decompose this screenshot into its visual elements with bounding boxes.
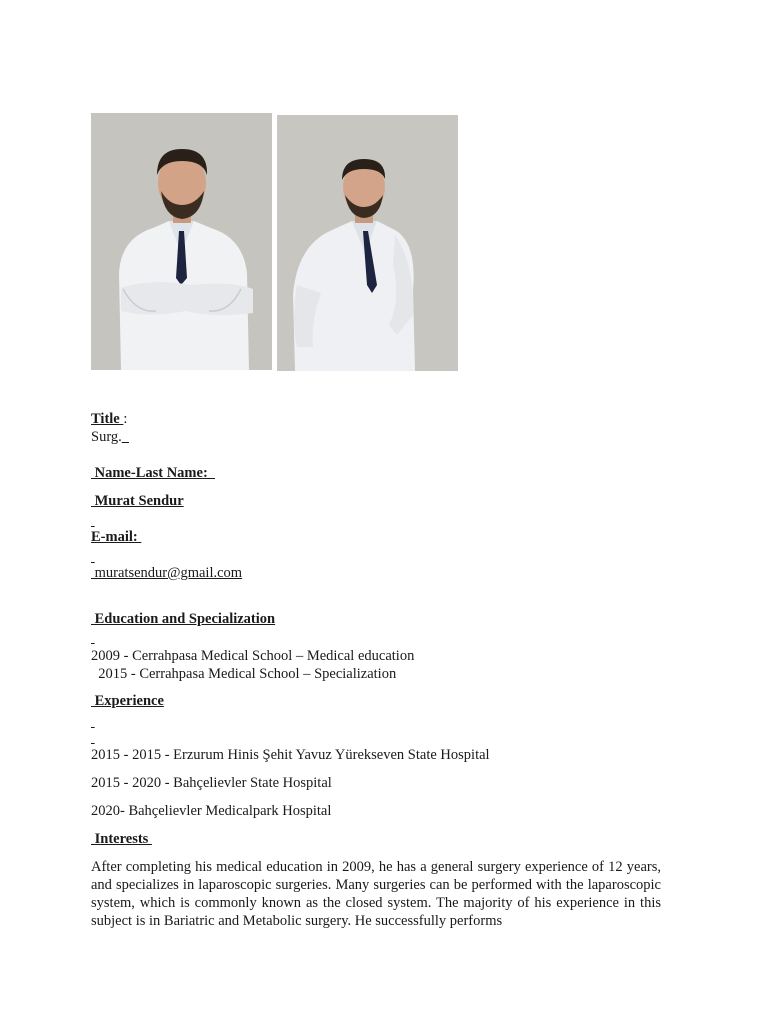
experience-item: 2015 - 2015 - Erzurum Hinis Şehit Yavuz Yürekseven State Hospital [91, 747, 490, 763]
experience-item: 2015 - 2020 - Bahçelievler State Hospital [91, 775, 332, 791]
education-item: 2015 - Cerrahpasa Medical School – Specialization [91, 666, 397, 682]
portrait-photo-hand-in-pocket [277, 115, 458, 371]
education-marker [91, 629, 95, 647]
interests-paragraph: After completing his medical education in 2009, he has a general surgery experience of 12 years, and specializes in laparoscopic surgeries. Many surgeries can be performed with the laparoscopic system, which is commonly known as the closed system. The majority of his experience in this subject is in Bariatric and Metabolic surgery. He successfully performs [91, 859, 661, 929]
title-colon: : [123, 411, 128, 427]
interests-heading: Interests [91, 831, 152, 847]
experience-heading: Experience [91, 693, 164, 709]
title-value-row [91, 428, 129, 446]
title-row [91, 410, 127, 428]
email-label: E-mail: [91, 529, 142, 545]
title-trail [122, 429, 129, 445]
education-item: 2009 - Cerrahpasa Medical School – Medical education [91, 648, 415, 664]
experience-marker-2 [91, 729, 95, 747]
title-value: Surg. [91, 429, 122, 445]
title-label: Title [91, 411, 124, 427]
name-label: Name-Last Name: [91, 465, 216, 481]
education-heading: Education and Specialization [91, 611, 276, 627]
name-value: Murat Sendur [91, 493, 184, 509]
email-link[interactable]: muratsendur@gmail.com [91, 565, 243, 581]
portrait-photo-arms-crossed [91, 113, 272, 370]
experience-item: 2020- Bahçelievler Medicalpark Hospital [91, 803, 332, 819]
